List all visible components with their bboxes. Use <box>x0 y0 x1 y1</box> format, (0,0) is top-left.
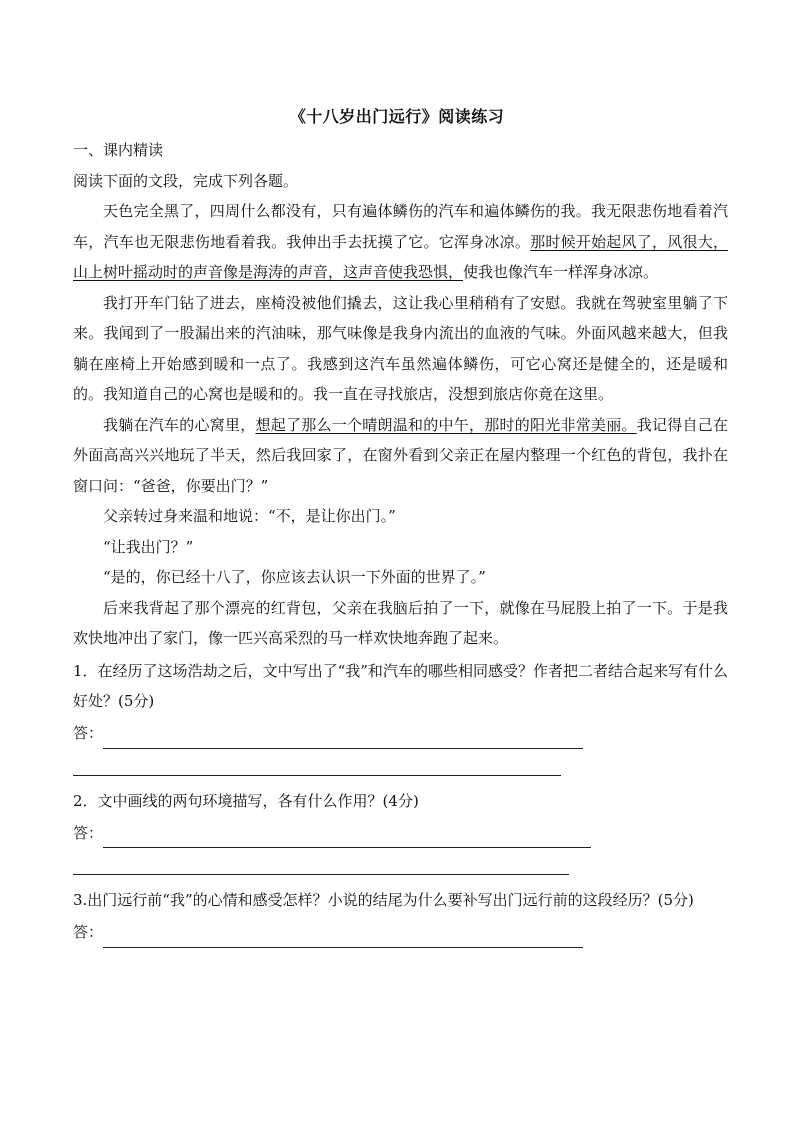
question-3: 3.出门远行前“我”的心情和感受怎样？小说的结尾为什么要补写出门远行前的这段经历？(5分) <box>73 891 694 909</box>
underlined-sentence-1: 那时候开始起风了，风很大，山上树叶摇动时的声音像是海涛的声音，这声音使我恐惧， <box>73 232 728 281</box>
answer-label: 答： <box>73 923 104 941</box>
answer-row-3 <box>73 916 728 948</box>
answer-line-extra[interactable] <box>73 755 561 776</box>
question-2: 2．文中画线的两句环境描写，各有什么作用？(4分) <box>73 791 419 810</box>
instruction: 阅读下面的文段，完成下列各题。 <box>73 171 299 190</box>
answer-row-2 <box>73 816 728 848</box>
section-heading: 一、课内精读 <box>73 141 164 159</box>
passage-paragraph-5: “让我出门？” <box>103 537 194 556</box>
underlined-sentence-2: 想起了那么一个晴朗温和的中午，那时的阳光非常美丽。 <box>255 415 637 434</box>
answer-line[interactable] <box>103 927 583 948</box>
worksheet-content <box>73 135 728 948</box>
passage-text: 我记得自己在外面高高兴兴地玩了半天，然后我回家了，在窗外看到父亲正在屋内整理一个红色的背包，我扑在窗口问：“爸爸，你要出门？” <box>73 415 728 495</box>
passage-paragraph-6: “是的，你已经十八了，你应该去认识一下外面的世界了。” <box>103 568 486 586</box>
passage-paragraph-4: 父亲转过身来温和地说：“不，是让你出门。” <box>103 507 396 525</box>
passage-paragraph-3 <box>73 410 728 502</box>
answer-label: 答： <box>73 823 104 842</box>
page-title: 《十八岁出门远行》阅读练习 <box>289 107 505 126</box>
answer-line[interactable] <box>103 827 591 848</box>
passage-text: 天色完全黑了，四周什么都没有，只有遍体鳞伤的汽车和遍体鳞伤的我。我无限悲伤地看着汽车，汽车也无限悲伤地看着我。我伸出手去抚摸了它。它浑身冰凉。 <box>73 202 728 251</box>
answer-label: 答： <box>73 724 104 742</box>
answer-line[interactable] <box>103 728 583 749</box>
passage-paragraph-1 <box>73 196 728 288</box>
answer-line-extra[interactable] <box>73 854 569 875</box>
question-1: 1．在经历了这场浩劫之后，文中写出了“我”和汽车的哪些相同感受？作者把二者结合起来写有什么好处？(5分) <box>73 661 728 710</box>
passage-text: 使我也像汽车一样浑身冰凉。 <box>463 263 659 281</box>
passage-paragraph-7: 后来我背起了那个漂亮的红背包，父亲在我脑后拍了一下，就像在马屁股上拍了一下。于是我欢快地冲出了家门，像一匹兴高采烈的马一样欢快地奔跑了起来。 <box>73 598 728 647</box>
passage-paragraph-2: 我打开车门钻了进去，座椅没被他们撬去，这让我心里稍稍有了安慰。我就在驾驶室里躺了下来。我闻到了一股漏出来的汽油味，那气味像是我身内流出的血液的气味。外面风越来越大，但我躺在座椅上开始感到暖和一点了。我感到这汽车虽然遍体鳞伤，可它心窝还是健全的，还是暖和的。我知道自己的心窝也是暖和的。我一直在寻找旅店，没想到旅店你竟在这里。 <box>73 293 728 403</box>
passage-text: 我躺在汽车的心窝里， <box>103 415 256 434</box>
answer-row-1 <box>73 717 728 749</box>
